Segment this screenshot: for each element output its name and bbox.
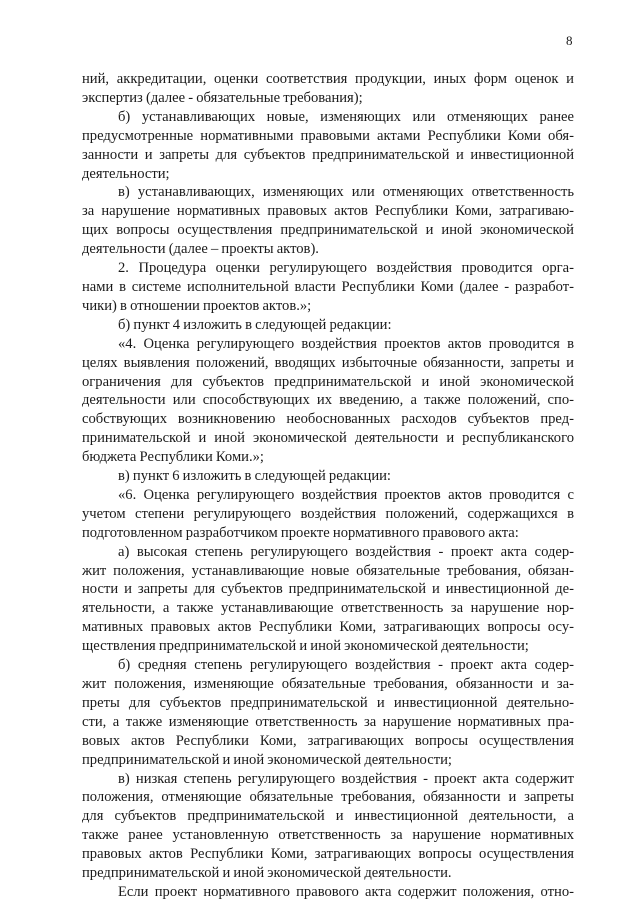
document-body: [82, 70, 574, 902]
text-line: положения, отменяющие обязательные требования, обязанности и запреты: [82, 789, 574, 806]
text-line: вовых актов Республики Коми, затрагивающих вопросы осуществления: [82, 732, 574, 749]
text-line: жит положения, устанавливающие новые обязательные требования, обязан-: [82, 562, 574, 579]
text-line: ограничения для субъектов предпринимательской и иной экономической: [82, 373, 574, 390]
text-line: занности и запреты для субъектов предпринимательской и инвестиционной: [82, 146, 574, 163]
text-line: ности и запреты для субъектов предпринимательской и инвестиционной де-: [82, 581, 574, 598]
text-line: за нарушение нормативных правовых актов Республики Коми, затрагиваю-: [82, 203, 574, 220]
text-line: предпринимательской и иной экономической деятельности.: [82, 865, 452, 882]
text-line: щих вопросы осуществления предпринимательской и иной экономической: [82, 222, 574, 239]
text-line: ществления предпринимательской и иной экономической деятельности;: [82, 638, 529, 655]
text-line: б) средняя степень регулирующего воздействия - проект акта содер-: [118, 657, 574, 674]
text-line: Если проект нормативного правового акта содержит положения, отно-: [118, 883, 574, 900]
text-line: учетом степени регулирующего воздействия положений, содержащихся в: [82, 505, 574, 522]
text-line: бюджета Республики Коми.»;: [82, 449, 264, 466]
text-line: б) устанавливающих новые, изменяющих или отменяющих ранее: [118, 108, 574, 125]
text-line: деятельности;: [82, 165, 170, 182]
text-line: предусмотренные нормативными правовыми актами Республики Коми обя-: [82, 127, 574, 144]
text-line: принимательской и иной экономической деятельности и республиканского: [82, 430, 574, 447]
text-line: ний, аккредитации, оценки соответствия продукции, иных форм оценок и: [82, 71, 574, 87]
text-line: экспертиз (далее - обязательные требования);: [82, 89, 363, 106]
text-line: деятельности (далее – проекты актов).: [82, 241, 319, 258]
text-line: нами в системе исполнительной власти Республики Коми (далее - разработ-: [82, 278, 574, 295]
text-line: чики) в отношении проектов актов.»;: [82, 297, 312, 314]
text-line: жит положения, изменяющие обязательные требования, обязанности и за-: [82, 676, 574, 692]
page-number: 8: [566, 33, 573, 48]
text-line: подготовленном разработчиком проекте нормативного правового акта:: [82, 524, 519, 541]
text-line: правовых актов Республики Коми, затрагивающих вопросы осуществления: [82, 846, 574, 863]
text-line: а) высокая степень регулирующего воздействия - проект акта содер-: [118, 543, 574, 560]
text-line: «4. Оценка регулирующего воздействия проектов актов проводится в: [118, 335, 574, 352]
text-line: в) пункт 6 изложить в следующей редакции:: [118, 468, 391, 485]
text-line: предпринимательской и иной экономической деятельности;: [82, 751, 452, 768]
text-line: 2. Процедура оценки регулирующего воздействия проводится орга-: [118, 260, 574, 277]
text-line: в) устанавливающих, изменяющих или отменяющих ответственность: [118, 184, 574, 201]
text-line: целях выявления положений, вводящих избыточные обязанности, запреты и: [82, 354, 574, 371]
text-line: мативных правовых актов Республики Коми, затрагивающих вопросы осу-: [82, 619, 574, 636]
text-line: в) низкая степень регулирующего воздействия - проект акта содержит: [118, 770, 574, 787]
text-line: деятельности или способствующих их введению, а также положений, спо-: [82, 392, 574, 409]
text-line: ятельности, а также устанавливающие ответственность за нарушение нор-: [82, 600, 574, 617]
text-line: преты для субъектов предпринимательской и инвестиционной деятельно-: [82, 694, 574, 711]
text-line: сти, а также изменяющие ответственность за нарушение нормативных пра-: [82, 713, 574, 730]
text-line: для субъектов предпринимательской и инвестиционной деятельности, а: [82, 808, 574, 825]
text-line: «6. Оценка регулирующего воздействия проектов актов проводится с: [118, 486, 574, 503]
text-line: собствующих возникновению необоснованных расходов субъектов пред-: [82, 411, 574, 428]
text-line: б) пункт 4 изложить в следующей редакции:: [118, 316, 392, 333]
text-line: также ранее установленную ответственность за нарушение нормативных: [82, 827, 574, 844]
